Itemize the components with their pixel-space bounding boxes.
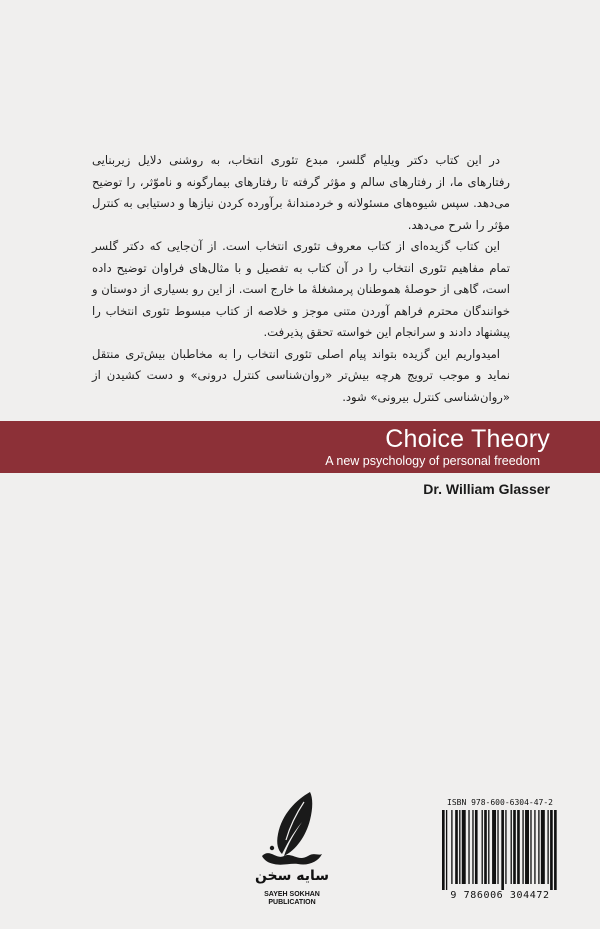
publisher-name-line-2: PUBLICATION bbox=[268, 899, 316, 906]
back-cover-blurb bbox=[92, 150, 510, 408]
barcode-bar bbox=[554, 810, 557, 890]
barcode-bar bbox=[525, 810, 529, 884]
author-name: Dr. William Glasser bbox=[423, 481, 550, 497]
barcode bbox=[440, 810, 560, 890]
barcode-bar bbox=[501, 810, 504, 890]
barcode-bar bbox=[530, 810, 531, 884]
barcode-bar bbox=[517, 810, 520, 884]
barcode-bar bbox=[488, 810, 489, 884]
barcode-bar bbox=[505, 810, 506, 884]
barcode-bar bbox=[459, 810, 460, 884]
title-band bbox=[0, 421, 600, 473]
barcode-bar bbox=[511, 810, 512, 884]
barcode-bar bbox=[462, 810, 466, 884]
barcode-bar bbox=[550, 810, 553, 890]
barcode-bar bbox=[455, 810, 458, 884]
barcode-bar bbox=[492, 810, 496, 884]
barcode-bar bbox=[472, 810, 473, 884]
publisher-logo bbox=[252, 790, 332, 910]
publisher-name-persian: سایه سخن bbox=[254, 868, 330, 884]
barcode-bar bbox=[522, 810, 523, 884]
book-subtitle: A new psychology of personal freedom bbox=[325, 454, 540, 468]
barcode-bar bbox=[475, 810, 478, 884]
isbn-block bbox=[436, 798, 564, 910]
barcode-bar bbox=[513, 810, 516, 884]
barcode-bar bbox=[451, 810, 452, 884]
barcode-bar bbox=[534, 810, 535, 884]
blurb-paragraph-3: امیدواریم این گزیده بتواند پیام اصلی تئوری انتخاب را به مخاطبان بیش‌تری منتقل نماید و موجب ترویج هرچه بیش‌تر «روان‌شناسی کنترل درونی» و دست کشیدن از «روان‌شناسی کنترل بیرونی» شود. bbox=[92, 346, 510, 404]
book-title: Choice Theory bbox=[385, 425, 550, 453]
barcode-bar bbox=[484, 810, 487, 884]
publisher-name-line-1: SAYEH SOKHAN bbox=[264, 891, 320, 898]
barcode-bar bbox=[468, 810, 469, 884]
barcode-bar bbox=[497, 810, 498, 884]
barcode-bar bbox=[541, 810, 545, 884]
barcode-bar bbox=[446, 810, 447, 890]
publisher-name-english bbox=[252, 891, 332, 907]
blurb-paragraph-1: در این کتاب دکتر ویلیام گلسر، مبدع تئوری انتخاب، به روشنی دلایل زیربنایی رفتارهای ما، از رفتارهای سالم و مؤثر گرفته تا رفتارهای بیمارگونه و ناموّثر، را توضیح می‌دهد. سپس شیوه‌های مسئولانه و خردمندانهٔ برآورده کردن نیازها و دستیابی به کنترل مؤثر را شرح می‌دهد. bbox=[92, 153, 510, 232]
barcode-bar bbox=[482, 810, 483, 884]
quill-feather-icon bbox=[252, 790, 332, 870]
barcode-bar bbox=[547, 810, 548, 884]
isbn-label: ISBN 978-600-6304-47-2 bbox=[447, 798, 553, 807]
barcode-digits: 9 786006 304472 bbox=[450, 890, 550, 901]
barcode-bar bbox=[538, 810, 539, 884]
blurb-paragraph-2: این کتاب گزیده‌ای از کتاب معروف تئوری انتخاب است. از آن‌جایی که دکتر گلسر تمام مفاهیم تئوری انتخاب را در آن کتاب به تفصیل و با مثال‌های فراوان توضیح داده است، گاهی از حوصلهٔ هموطنان پرمشغلهٔ ما خارج است. از این رو بسیاری از دوستان و خوانندگان محترم فراهم آوردن متنی موجز و خلاصه از کتاب مبسوط تئوری انتخاب را پیشنهاد دادند و سرانجام این خواسته تحقق پذیرفت. bbox=[92, 239, 510, 339]
barcode-bar bbox=[442, 810, 445, 890]
